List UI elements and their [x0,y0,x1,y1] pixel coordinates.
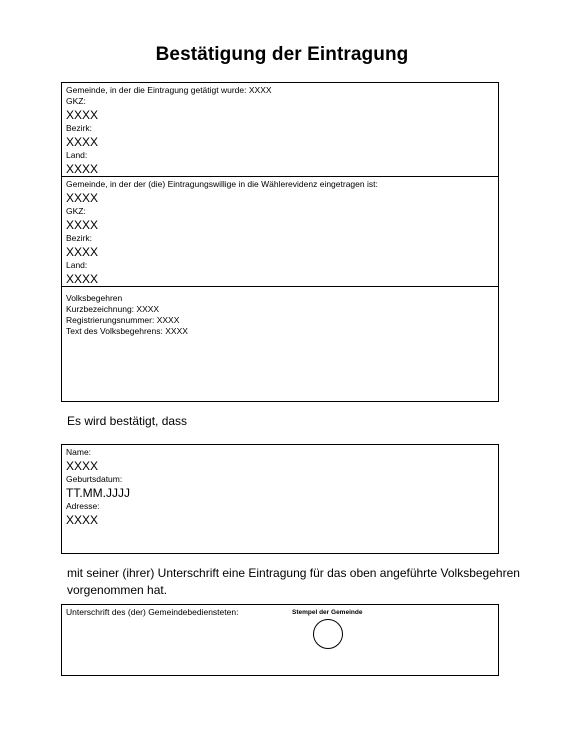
name-value: XXXX [66,459,99,473]
statement-line-2: vorgenommen hat. [67,583,168,597]
registrierungsnummer-value: XXXX [156,315,180,325]
name-label: Name: [66,447,92,457]
signature-label: Unterschrift des (der) Gemeindebediensteten: [66,607,239,617]
geburtsdatum-value: TT.MM.JJJJ [66,486,130,500]
stamp-label: Stempel der Gemeinde [292,609,363,616]
text-value: XXXX [165,326,188,336]
person-box [61,444,499,554]
text-label: Text des Volksbegehrens: [66,326,163,336]
registrierungsnummer-label: Registrierungsnummer: [66,315,155,325]
bezirk-label: Bezirk: [66,233,92,243]
kurzbezeichnung-value: XXXX [136,304,160,314]
land-label: Land: [66,150,88,160]
gkz-value: XXXX [66,108,99,122]
section-eintragungsgemeinde [62,83,498,176]
wohnsitzgemeinde-value: XXXX [66,191,99,205]
wohnsitzgemeinde-label: Gemeinde, in der der (die) Eintragungswillige in die Wählerevidenz eingetragen ist: [66,179,378,189]
kurzbezeichnung-label: Kurzbezeichnung: [66,304,135,314]
bezirk-label: Bezirk: [66,123,92,133]
section-wohnsitzgemeinde [62,177,498,286]
bezirk-value: XXXX [66,245,99,259]
gkz-value: XXXX [66,218,99,232]
eintragungsgemeinde-value: XXXX [248,85,272,95]
statement-line-1: mit seiner (ihrer) Unterschrift eine Eintragung für das oben angeführte Volksbegehren [67,566,520,580]
land-value: XXXX [66,272,99,286]
registration-box [61,82,499,402]
land-label: Land: [66,260,88,270]
gkz-label: GKZ: [66,206,86,216]
gkz-label: GKZ: [66,96,86,106]
land-value: XXXX [66,162,99,176]
bezirk-value: XXXX [66,135,99,149]
adresse-value: XXXX [66,513,99,527]
adresse-label: Adresse: [66,501,100,511]
signature-box [61,604,499,676]
geburtsdatum-label: Geburtsdatum: [66,474,123,484]
stamp-circle-icon [313,619,343,649]
page-title: Bestätigung der Eintragung [155,44,409,65]
volksbegehren-heading: Volksbegehren [66,293,123,303]
confirm-text: Es wird bestätigt, dass [67,414,188,428]
section-volksbegehren [62,287,498,337]
eintragungsgemeinde-label: Gemeinde, in der die Eintragung getätigt wurde: [66,85,247,95]
